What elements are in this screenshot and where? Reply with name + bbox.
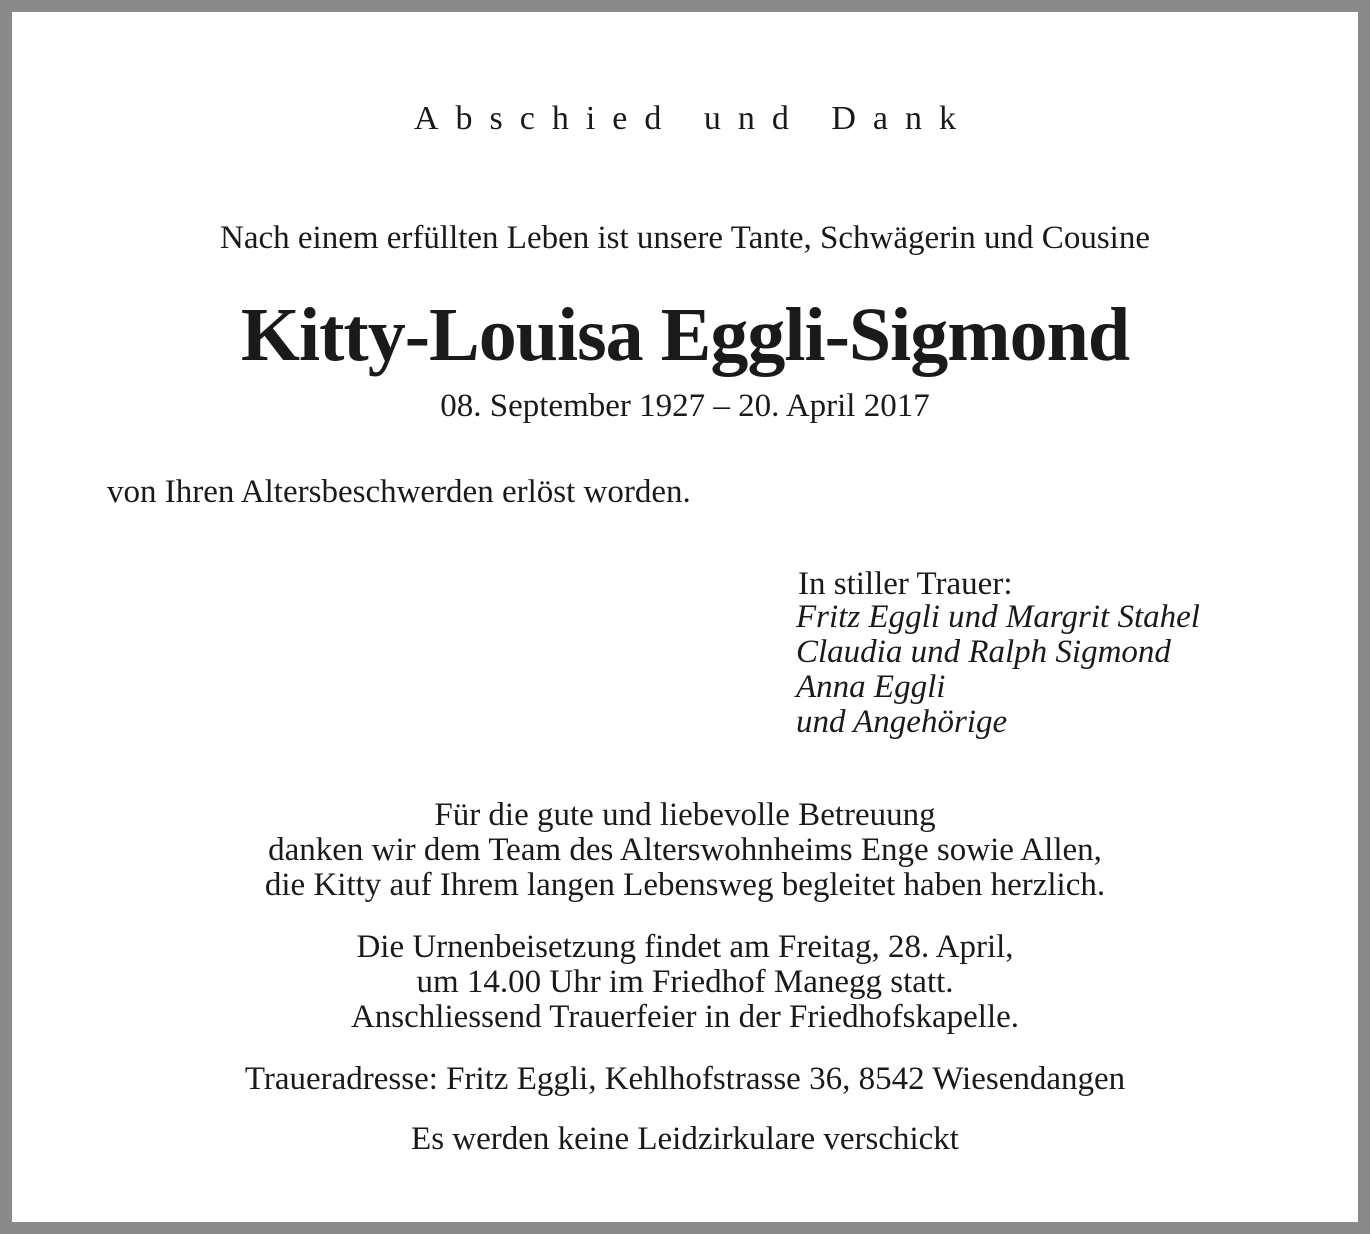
notice-heading: Abschied und Dank [413, 100, 974, 137]
mourners-list [796, 600, 1200, 740]
burial-line: um 14.00 Uhr im Friedhof Manegg statt. [416, 964, 954, 1000]
mourner-name: Claudia und Ralph Sigmond [796, 634, 1171, 670]
obituary-notice [12, 12, 1358, 1222]
burial-line: Die Urnenbeisetzung findet am Freitag, 28. April, [356, 929, 1014, 965]
no-circulars-note: Es werden keine Leidzirkulare verschickt [411, 1121, 959, 1157]
mourner-name: und Angehörige [796, 704, 1008, 740]
mourning-address: Traueradresse: Fritz Eggli, Kehlhofstrasse 36, 8542 Wiesendangen [244, 1061, 1126, 1097]
deceased-name: Kitty-Louisa Eggli-Sigmond [240, 293, 1130, 377]
life-dates: 08. September 1927 – 20. April 2017 [440, 388, 930, 424]
thanks-line: die Kitty auf Ihrem langen Lebensweg begleitet haben herzlich. [264, 867, 1106, 903]
intro-text: Nach einem erfüllten Leben ist unsere Tante, Schwägerin und Cousine [220, 220, 1150, 256]
thanks-paragraph [12, 798, 1358, 903]
mourner-name: Fritz Eggli und Margrit Stahel [796, 599, 1200, 635]
thanks-line: Für die gute und liebevolle Betreuung [434, 797, 936, 833]
mourning-label: In stiller Trauer: [798, 566, 1013, 602]
released-text: von Ihren Altersbeschwerden erlöst worden. [107, 474, 691, 510]
thanks-line: danken wir dem Team des Alterswohnheims Enge sowie Allen, [268, 832, 1102, 868]
mourner-name: Anna Eggli [796, 669, 946, 705]
burial-line: Anschliessend Trauerfeier in der Friedhofskapelle. [350, 999, 1020, 1035]
burial-paragraph [12, 930, 1358, 1035]
